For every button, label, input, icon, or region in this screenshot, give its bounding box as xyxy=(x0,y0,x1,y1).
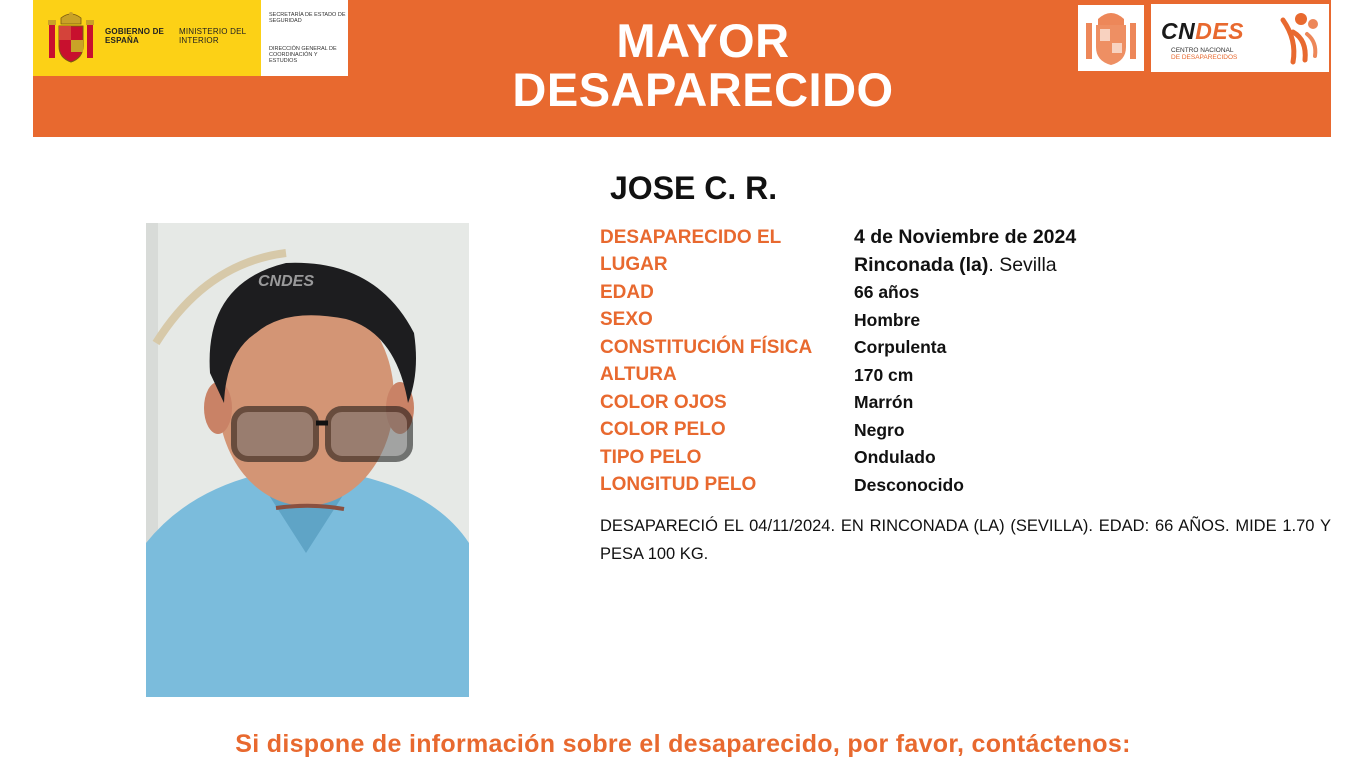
detail-value xyxy=(854,254,1057,277)
detail-label: LUGAR xyxy=(600,254,668,276)
detail-value: 4 de Noviembre de 2024 xyxy=(854,226,1077,249)
person-details xyxy=(600,224,1320,499)
detail-row xyxy=(600,389,1320,417)
detail-label: COLOR PELO xyxy=(600,419,726,441)
coat-of-arms-box xyxy=(1077,4,1145,72)
detail-label: ALTURA xyxy=(600,364,677,386)
secretaria-label: SECRETARÍA DE ESTADO DE SEGURIDAD xyxy=(269,12,346,24)
person-name: JOSE C. R. xyxy=(610,170,778,206)
detail-row xyxy=(600,279,1320,307)
detail-row xyxy=(600,362,1320,390)
detail-value: 66 años xyxy=(854,282,920,303)
cndes-cn: CN xyxy=(1161,18,1196,44)
photo-watermark: CNDES xyxy=(258,273,315,290)
detail-value: Corpulenta xyxy=(854,337,947,358)
title-line-2: DESAPARECIDO xyxy=(512,63,894,116)
gobierno-logo xyxy=(33,0,348,76)
contact-callout: Si dispone de información sobre el desaparecido, por favor, contáctenos: xyxy=(235,730,1131,758)
case-description: DESAPARECIÓ EL 04/11/2024. EN RINCONADA (LA) (SEVILLA). EDAD: 66 AÑOS. MIDE 1.70 Y PESA 100 KG. xyxy=(600,517,1331,563)
title-line-1: MAYOR xyxy=(616,14,790,67)
detail-value: Hombre xyxy=(854,309,921,330)
detail-value: Desconocido xyxy=(854,474,964,495)
detail-label: TIPO PELO xyxy=(600,446,702,468)
direccion-label: DIRECCIÓN GENERAL DE COORDINACIÓN Y ESTUDIOS xyxy=(269,46,337,64)
cndes-wordmark xyxy=(1161,18,1244,45)
detail-row xyxy=(600,444,1320,472)
coat-of-arms-icon xyxy=(45,10,97,66)
detail-label: CONSTITUCIÓN FÍSICA xyxy=(600,336,813,358)
detail-label: EDAD xyxy=(600,281,654,303)
detail-label: SEXO xyxy=(600,309,653,331)
gobierno-label: GOBIERNO DE ESPAÑA xyxy=(105,27,165,45)
detail-row xyxy=(600,334,1320,362)
detail-row xyxy=(600,252,1320,280)
detail-label: DESAPARECIDO EL xyxy=(600,226,782,248)
place-name: Rinconada (la) xyxy=(854,253,989,276)
coat-of-arms-icon xyxy=(1078,5,1144,71)
detail-label: COLOR OJOS xyxy=(600,391,727,413)
detail-value: Ondulado xyxy=(854,447,936,468)
detail-label: LONGITUD PELO xyxy=(600,474,757,496)
place-province: . Sevilla xyxy=(988,253,1057,276)
detail-row xyxy=(600,224,1320,252)
detail-value: 170 cm xyxy=(854,364,914,385)
cndes-subtitle xyxy=(1171,47,1237,61)
detail-row xyxy=(600,472,1320,500)
secretaria-panel xyxy=(261,0,348,76)
cndes-logo xyxy=(1151,4,1329,72)
header-banner xyxy=(33,0,1331,137)
page-title xyxy=(453,16,953,114)
portrait-illustration xyxy=(146,223,469,697)
cndes-subtitle-1: CENTRO NACIONAL xyxy=(1171,47,1234,54)
person-figure-icon xyxy=(1277,10,1323,66)
detail-row xyxy=(600,417,1320,445)
detail-row xyxy=(600,307,1320,335)
detail-value: Negro xyxy=(854,419,905,440)
ministerio-label: MINISTERIO DEL INTERIOR xyxy=(179,27,246,45)
missing-person-photo xyxy=(146,223,469,697)
detail-value: Marrón xyxy=(854,392,914,413)
cndes-des: DES xyxy=(1195,18,1245,44)
cndes-subtitle-2: DE DESAPARECIDOS xyxy=(1171,54,1238,61)
